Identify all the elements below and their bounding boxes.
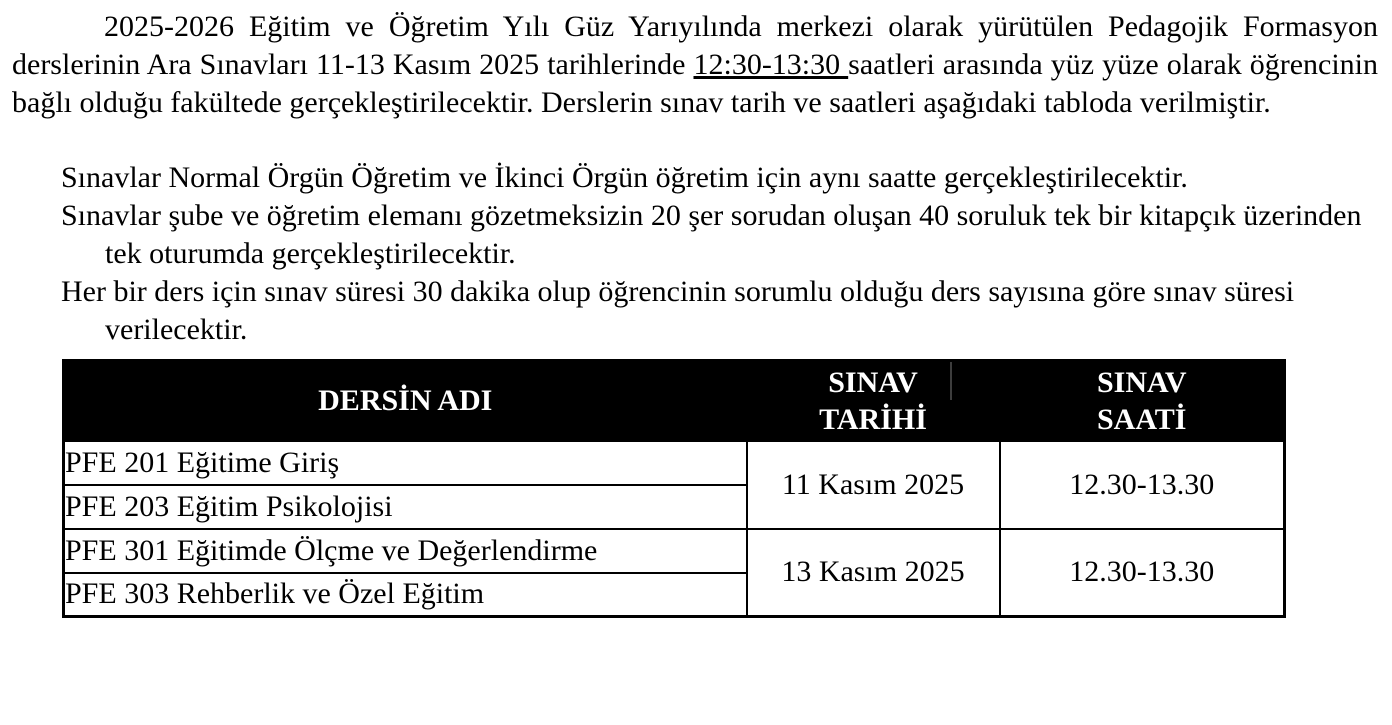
- notes-list: [0, 159, 1380, 349]
- table-row: [64, 529, 1285, 573]
- exam-time-cell: 12.30-13.30: [1000, 441, 1285, 529]
- col-header-exam-time-line1: SINAV: [1097, 365, 1187, 399]
- intro-paragraph: [12, 8, 1378, 122]
- intro-text-post: saatleri arasında yüz yüze olarak öğrencinin bağlı olduğu fakültede gerçekleştirilecektir. Derslerin sınav tarih ve saatleri aşağıdaki tabloda verilmiştir.: [12, 48, 1378, 119]
- intro-text-pre: 2025-2026 Eğitim ve Öğretim Yılı Güz Yarıyılında merkezi olarak yürütülen Pedagojik Formasyon derslerinin Ara Sınavları 11-13 Kasım 2025 tarihlerinde: [12, 10, 1378, 81]
- col-header-exam-time: [1000, 361, 1285, 441]
- col-header-exam-date: [747, 361, 1000, 441]
- exam-date-cell: 13 Kasım 2025: [747, 529, 1000, 617]
- table-row: [64, 441, 1285, 485]
- col-header-exam-time-line2: SAATİ: [1097, 402, 1187, 436]
- col-header-exam-date-line1: SINAV: [828, 365, 918, 399]
- table-header-row: [64, 361, 1285, 441]
- course-cell: PFE 303 Rehberlik ve Özel Eğitim: [64, 573, 747, 617]
- document-page: [0, 8, 1392, 725]
- exam-time-cell: 12.30-13.30: [1000, 529, 1285, 617]
- col-header-exam-date-line2: TARİHİ: [819, 402, 927, 436]
- course-cell: PFE 301 Eğitimde Ölçme ve Değerlendirme: [64, 529, 747, 573]
- note-item: Sınavlar Normal Örgün Öğretim ve İkinci Örgün öğretim için aynı saatte gerçekleştirilecektir.: [61, 161, 1188, 194]
- note-item: Sınavlar şube ve öğretim elemanı gözetmeksizin 20 şer sorudan oluşan 40 soruluk tek bir kitapçık üzerinden tek oturumda gerçekleştirilecektir.: [61, 199, 1362, 270]
- exam-time-underlined-text: 12:30-13:30: [693, 48, 849, 81]
- note-item: Her bir ders için sınav süresi 30 dakika olup öğrencinin sorumlu olduğu ders sayısına göre sınav süresi verilecektir.: [61, 275, 1295, 346]
- col-header-course: [64, 361, 747, 441]
- exam-date-cell: 11 Kasım 2025: [747, 441, 1000, 529]
- course-cell: PFE 203 Eğitim Psikolojisi: [64, 485, 747, 529]
- exam-schedule-table-wrap: [62, 359, 1283, 618]
- exam-schedule-table: [62, 359, 1286, 618]
- col-header-course-label: DERSİN ADI: [318, 384, 493, 418]
- course-cell: PFE 201 Eğitime Giriş: [64, 441, 747, 485]
